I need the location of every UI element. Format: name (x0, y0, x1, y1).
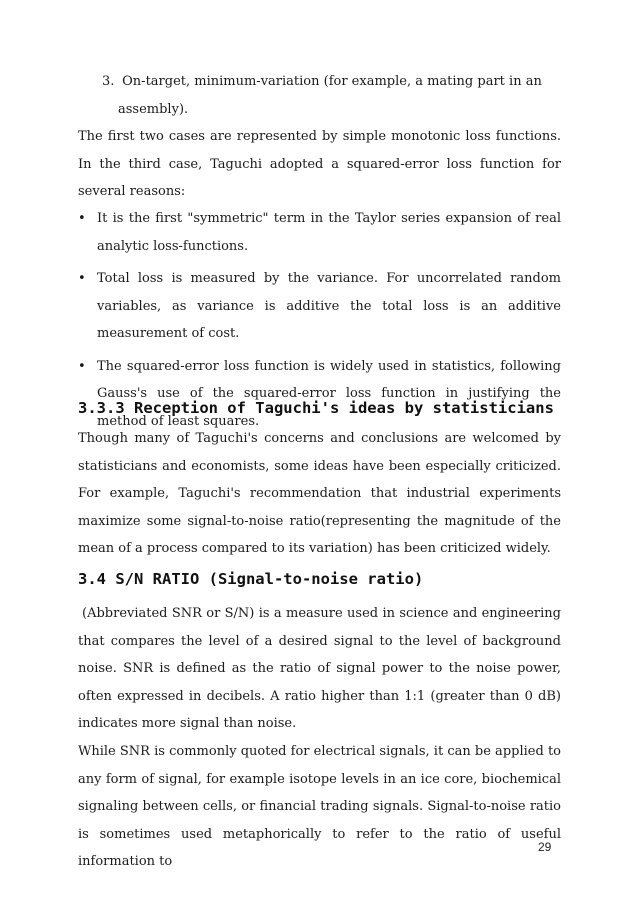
paragraph-snr-applications: While SNR is commonly quoted for electrical signals, it can be applied to any form of signal, for example isotope levels in an ice core, biochemical signaling between cells, or financial trading signals. Signal-to-noise ratio is sometimes used metaphorically to refer to the ratio of useful information to (78, 744, 561, 869)
section-heading-3-3-3: 3.3.3 Reception of Taguchi's ideas by statisticians (78, 399, 554, 417)
section-heading-3-4: 3.4 S/N RATIO (Signal-to-noise ratio) (78, 570, 424, 588)
paragraph-snr-definition: (Abbreviated SNR or S/N) is a measure used in science and engineering that compares the level of a desired signal to the level of background noise. SNR is defined as the ratio of signal power to the noise power, often expressed in decibels. A ratio higher than 1:1 (greater than 0 dB) indicates more signal than noise. (78, 606, 561, 731)
item-number: 3. (102, 74, 115, 89)
item-text-line1: On-target, minimum-variation (for example, a mating part in an (122, 74, 542, 89)
paragraph-cases: The first two cases are represented by simple monotonic loss functions. In the third case, Taguchi adopted a squared-error loss function for several reasons: (78, 129, 561, 199)
paragraph-reception: Though many of Taguchi's concerns and conclusions are welcomed by statisticians and economists, some ideas have been especially criticized. For example, Taguchi's recommendation that industrial experiments maximize some signal-to-noise ratio(representing the magnitude of the mean of a process compared to its variation) has been criticized widely. (78, 431, 561, 556)
list-item: • It is the first "symmetric" term in the Taylor series expansion of real analytic loss-functions. (78, 205, 561, 260)
numbered-item-line1 (102, 68, 561, 96)
list-item: • The squared-error loss function is widely used in statistics, following Gauss's use of the squared-error loss function in justifying the method of least squares. (78, 353, 561, 436)
list-item: • Total loss is measured by the variance. For uncorrelated random variables, as variance is additive the total loss is an additive measurement of cost. (78, 265, 561, 348)
item-text-line2: assembly). (118, 101, 189, 117)
page-number: 29 (538, 840, 552, 854)
numbered-item-3 (102, 68, 561, 123)
